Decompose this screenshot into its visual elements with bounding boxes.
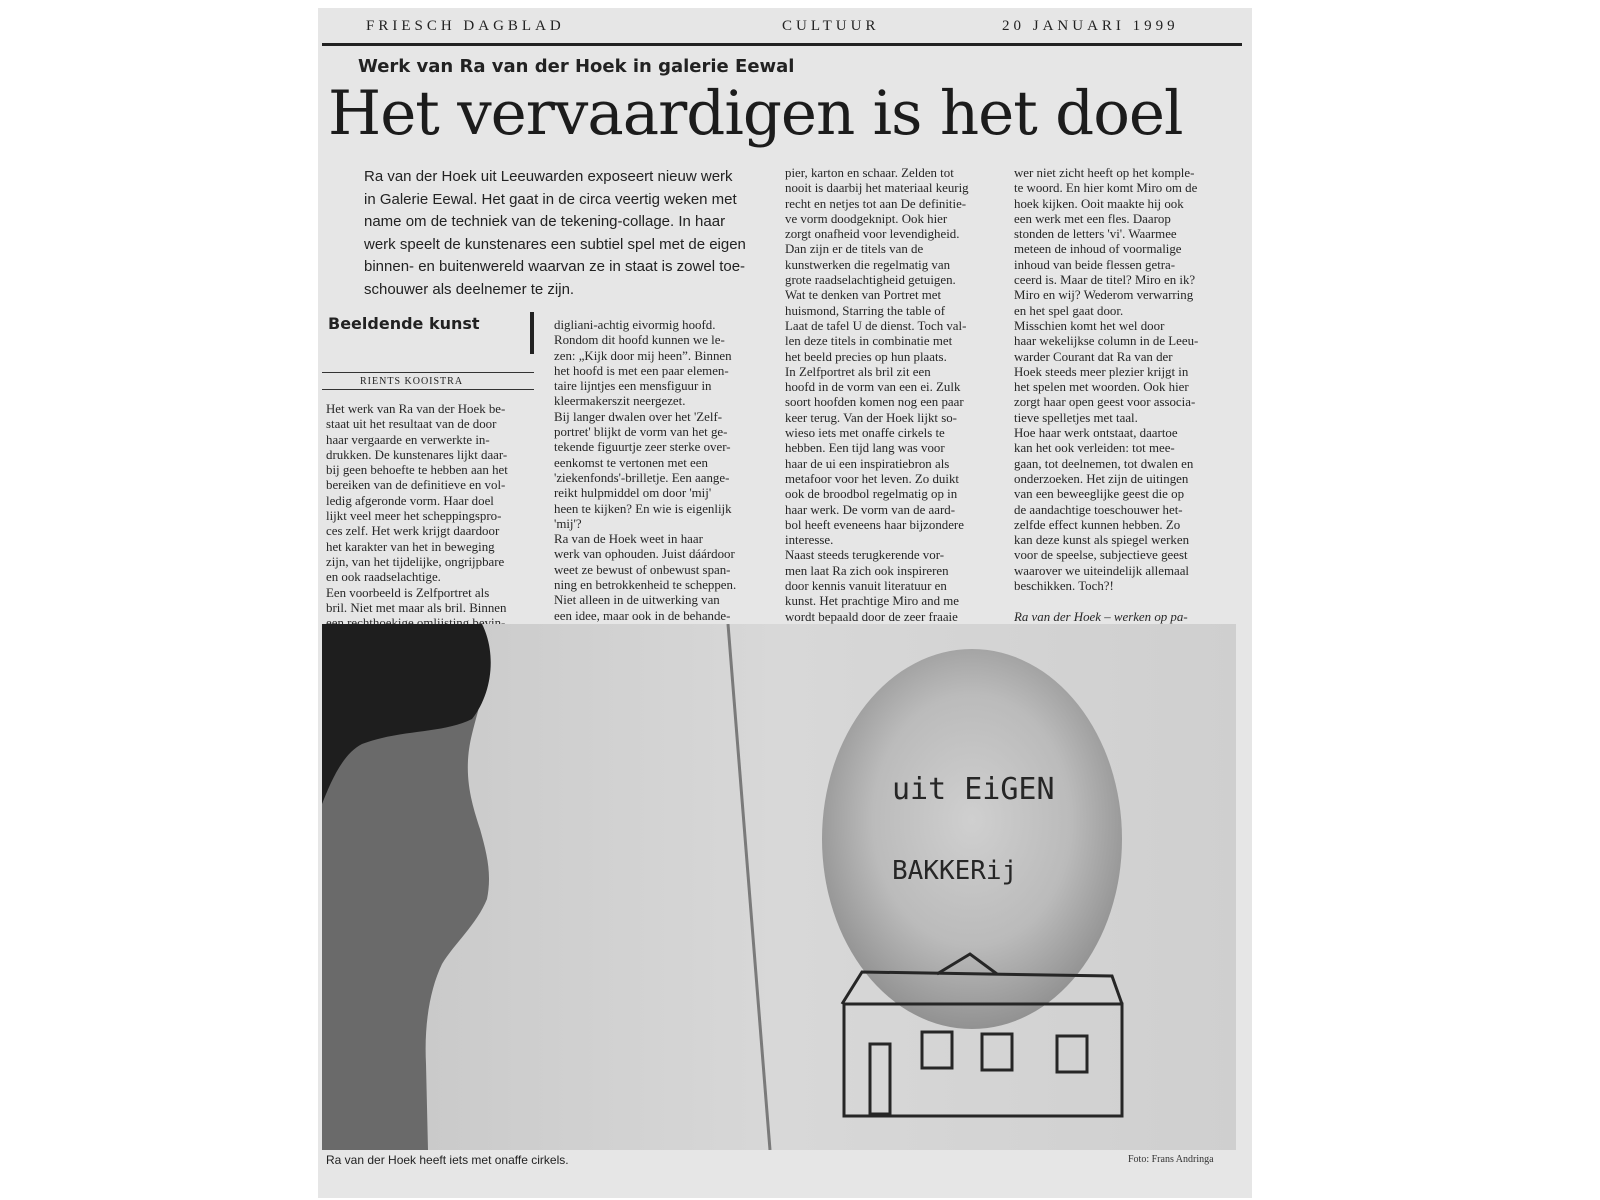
article-line: heen te kijken? En wie is eigenlijk (554, 501, 732, 516)
article-line: kan het ook verleiden: tot mee- (1014, 441, 1175, 456)
article-column-1 (326, 402, 508, 647)
article-line: keer terug. Van der Hoek lijkt so- (785, 410, 957, 425)
article-line: In Zelfportret als bril zit een (785, 364, 931, 379)
photo-credit: Foto: Frans Andringa (1128, 1154, 1214, 1165)
lead-line: schouwer als deelnemer te zijn. (364, 280, 575, 298)
byline-rule (322, 372, 534, 373)
article-kicker: Werk van Ra van der Hoek in galerie Eewal (358, 56, 795, 77)
article-line: Wat te denken van Portret met (785, 288, 942, 303)
article-line: Dan zijn er de titels van de (785, 242, 924, 257)
article-line (1014, 594, 1198, 609)
lead-line: name om de techniek van de tekening-collage. In haar (364, 213, 726, 230)
article-line: door kennis vanuit literatuur en (785, 579, 947, 594)
article-line: bereiken van de definitieve en vol- (326, 478, 506, 493)
article-line: beschikken. Toch?! (1014, 579, 1114, 594)
article-line: en het spel gaat door. (1014, 303, 1124, 318)
article-line: het karakter van het in beweging (326, 539, 495, 554)
article-line: haar wekelijkse column in de Leeu- (1014, 334, 1199, 349)
byline-rule (322, 389, 534, 390)
article-line: hoek kijken. Ooit maakte hij ook (1014, 196, 1184, 211)
article-line: de aandachtige toeschouwer het- (1014, 502, 1183, 517)
article-line: ook de broodbol regelmatig op in (785, 487, 958, 502)
rubric-label: Beeldende kunst (328, 314, 480, 333)
article-line: pier, karton en schaar. Zelden tot (785, 166, 954, 180)
article-line: Een voorbeeld is Zelfportret als (326, 585, 490, 600)
lead-line: binnen- en buitenwereld waarvan ze in staat is zowel toe- (364, 258, 746, 275)
article-line: Ra van de Hoek weet in haar (554, 532, 703, 547)
masthead (322, 18, 1242, 40)
section-name: CULTUUR (782, 18, 880, 34)
article-line: hebben. Een tijd lang was voor (785, 441, 945, 456)
article-lead (364, 166, 744, 301)
article-line: het hoofd is met een paar elemen- (554, 363, 729, 378)
article-line: portret' blijkt de vorm van het ge- (554, 425, 728, 440)
article-line: onderzoeken. Het zijn de uitingen (1014, 471, 1189, 486)
article-line: het spelen met woorden. Ook hier (1014, 380, 1189, 395)
article-line: bril. Niet met maar als bril. Binnen (326, 600, 507, 615)
article-photo (322, 624, 1236, 1150)
article-line: en ook raadselachtige. (326, 570, 441, 585)
article-line: Laat de tafel U de dienst. Toch val- (785, 318, 967, 333)
article-line: wordt bepaald door de zeer fraaie (785, 609, 958, 624)
article-column-2 (554, 318, 736, 670)
article-line: zelfde effect kunnen hebben. Zo (1014, 517, 1181, 532)
article-column-4 (1014, 166, 1198, 671)
article-line: bij geen behoefte te hebben aan het (326, 463, 508, 478)
article-line: hoofd in de vorm van een ei. Zulk (785, 380, 961, 395)
article-line: haar de ui een inspiratiebron als (785, 456, 950, 471)
article-line: ve vorm doodgeknipt. Ook hier (785, 211, 948, 226)
article-line: Het werk van Ra van der Hoek be- (326, 402, 506, 416)
article-line: warder Courant dat Ra van der (1014, 349, 1173, 364)
article-line: zorgt haar open geest voor associa- (1014, 395, 1196, 410)
article-line: ledig afgeronde vorm. Haar doel (326, 493, 494, 508)
article-line: digliani-achtig eivormig hoofd. (554, 318, 716, 332)
article-line: nooit is daarbij het materiaal keurig (785, 181, 969, 196)
lead-line: Ra van der Hoek uit Leeuwarden exposeert nieuw werk (364, 168, 733, 185)
article-line: metafoor voor het leven. Zo duikt (785, 471, 959, 486)
lead-line: in Galerie Eewal. Het gaat in de circa veertig weken met (364, 190, 737, 208)
article-headline: Het vervaardigen is het doel (328, 78, 1183, 149)
article-line: wer niet zicht heeft op het komple- (1014, 166, 1195, 180)
article-line: zen: „Kijk door mij heen”. Binnen (554, 348, 732, 363)
article-line: drukken. De kunstenares lijkt daar- (326, 447, 508, 462)
article-line: stonden de letters 'vi'. Waarmee (1014, 227, 1177, 242)
article-line: Ra van der Hoek – werken op pa- (1014, 609, 1188, 624)
article-line: Miro en wij? Wederom verwarring (1014, 288, 1194, 303)
article-line: Naast steeds terugkerende vor- (785, 548, 945, 563)
byline: RIENTS KOOISTRA (360, 376, 464, 387)
article-line: gaan, tot deelnemen, tot dwalen en (1014, 456, 1194, 471)
article-line: kunst. Het prachtige Miro and me (785, 594, 959, 609)
article-line: meteen de inhoud of voormalige (1014, 242, 1182, 257)
lead-line: werk speelt de kunstenares een subtiel spel met de eigen (364, 235, 746, 253)
article-line: haar werk. De vorm van de aard- (785, 502, 956, 517)
article-line: kunstwerken die regelmatig van (785, 257, 951, 272)
article-line: interesse. (785, 533, 834, 548)
article-line: ces zelf. Het werk krijgt daardoor (326, 524, 500, 539)
article-line: soort hoofden komen nog een paar (785, 395, 964, 410)
article-line: huismond, Starring the table of (785, 303, 946, 318)
article-line: reikt hulpmiddel om door 'mij' (554, 486, 712, 501)
article-line: een werk met een fles. Daarop (1014, 211, 1171, 226)
article-line: Hoe haar werk ontstaat, daartoe (1014, 426, 1178, 441)
artwork-text-bottom: BAKKERij (892, 856, 1018, 886)
article-line: kleermakerszit neergezet. (554, 394, 686, 409)
article-line: bol heeft eveneens haar bijzondere (785, 517, 964, 532)
article-line: tekende figuurtje zeer sterke over- (554, 440, 731, 455)
article-line: staat uit het resultaat van de door (326, 417, 497, 432)
rubric-bar (530, 312, 534, 354)
article-line: Misschien komt het wel door (1014, 318, 1165, 333)
article-line: lijkt veel meer het scheppingspro- (326, 509, 502, 524)
article-line: ning en betrokkenheid te scheppen. (554, 578, 737, 593)
article-line: voor de speelse, subjectieve geest (1014, 548, 1188, 563)
article-line: Niet alleen in de uitwerking van (554, 593, 720, 608)
article-line: kan deze kunst als spiegel werken (1014, 533, 1190, 548)
article-line: 'mij'? (554, 516, 582, 531)
article-line: taire lijntjes een mensfiguur in (554, 379, 712, 394)
article-line: inhoud van beide flessen getra- (1014, 257, 1176, 272)
article-line: tieve spelletjes met taal. (1014, 410, 1138, 425)
article-line: Bij langer dwalen over het 'Zelf- (554, 409, 723, 424)
article-line: recht en netjes tot aan De definitie- (785, 196, 967, 211)
article-line: len deze titels in combinatie met (785, 334, 953, 349)
article-line: het beeld precies op hun plaats. (785, 349, 947, 364)
article-line: waarover we uiteindelijk allemaal (1014, 563, 1190, 578)
photo-caption: Ra van der Hoek heeft iets met onaffe cirkels. (326, 1153, 569, 1167)
article-line: zijn, van het tijdelijke, ongrijpbare (326, 554, 505, 569)
article-line: eenkomst te vertonen met een (554, 455, 708, 470)
article-line: van een beweeglijke geest die op (1014, 487, 1185, 502)
masthead-rule (322, 43, 1242, 46)
article-line: Hoek steeds meer plezier krijgt in (1014, 364, 1189, 379)
article-line: een idee, maar ook in de behande- (554, 608, 731, 623)
newspaper-name: FRIESCH DAGBLAD (366, 18, 565, 34)
article-line: Rondom dit hoofd kunnen we le- (554, 333, 725, 348)
section-rubric (322, 312, 534, 372)
issue-date: 20 JANUARI 1999 (1002, 18, 1179, 34)
article-line: grote raadselachtigheid getuigen. (785, 273, 956, 288)
article-column-3 (785, 166, 969, 671)
artwork-text-top: uit EiGEN (892, 772, 1055, 807)
article-line: werk van ophouden. Juist dáárdoor (554, 547, 735, 562)
article-line: zorgt onafheid voor levendigheid. (785, 227, 960, 242)
article-line: 'ziekenfonds'-brilletje. Een aange- (554, 470, 730, 485)
article-line: weet ze bewust of onbewust span- (554, 562, 731, 577)
photo-illustration (322, 624, 1236, 1150)
article-line: wieso iets met onaffe cirkels te (785, 426, 945, 441)
article-line: haar vergaarde en verwerkte in- (326, 432, 490, 447)
article-line: te woord. En hier komt Miro om de (1014, 181, 1198, 196)
article-line: ceerd is. Maar de titel? Miro en ik? (1014, 273, 1196, 288)
article-line: men laat Ra zich ook inspireren (785, 563, 949, 578)
